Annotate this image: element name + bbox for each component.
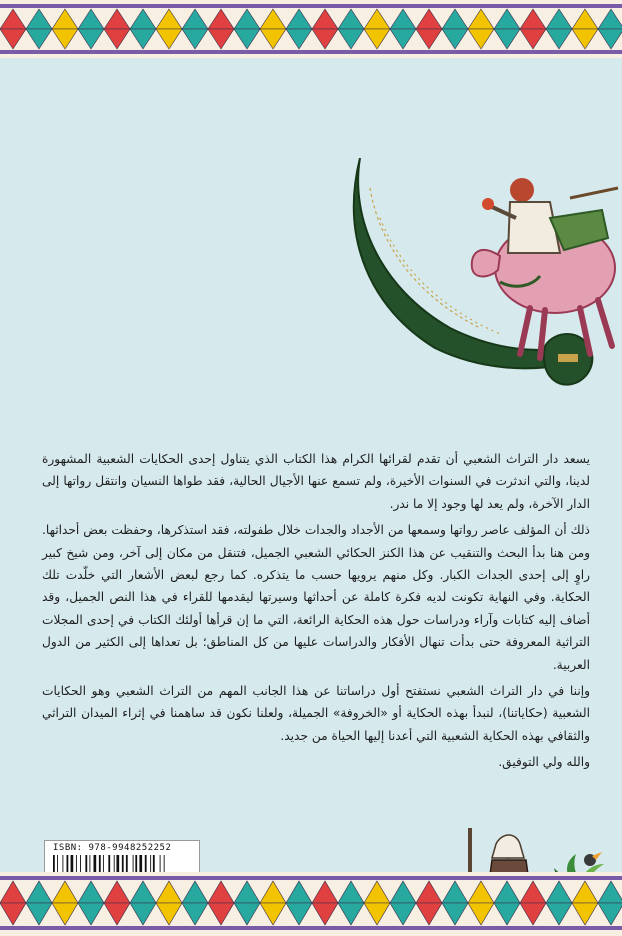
isbn-label: ISBN: 978-9948252252 — [53, 843, 172, 853]
dagger-rider-illustration — [340, 158, 622, 428]
paragraph-3: وإننا في دار التراث الشعبي نستفتح أول دراساتنا عن هذا الجانب المهم من التراث الشعبي وهو الحكايات الشعبية (حكاياتنا)، لنبدأ بهذه الحكاية أو «الخروفة» الجميلة، ولعلنا نكون قد ساهمنا في إثراء الميدان التراثي والثقافي بهذه الحكاية الشعبية التي أعدنا إليها الحياة من جديد. — [42, 684, 590, 743]
back-cover-text — [42, 448, 590, 774]
triangle-pattern-bottom — [0, 872, 622, 936]
paragraph-4: والله ولي التوفيق. — [498, 755, 590, 770]
top-decorative-border — [0, 0, 622, 58]
bottom-decorative-border — [0, 872, 622, 936]
triangle-pattern-top — [0, 0, 622, 58]
paragraph-2: ذلك أن المؤلف عاصر رواتها وسمعها من الأجداد والجدات خلال طفولته، فقد استذكرها، وحفظت بعض أحداثها. ومن هنا بدأ البحث والتنقيب عن هذا الكنز الحكائي الشعبي الجميل، فتنقل من مكان إلى آخر، ومن شيخ كبير راوٍ إلى إحدى الجدات الكبار. وكل منهم يرويها حسب ما يتذكره. كما رجع لبعض الأشعار التي خلّدت تلك الحكاية. وفي النهاية تكونت لديه فكرة كاملة عن أحداثها وسيرتها ليقدمها للقراء في هذا النص الجميل، وقد أضاف إليه كتابات وآراء ودراسات حول هذه الحكاية الرائعة، التي ما إن قرأها أولئك الكتاب في إحدى المجلات التراثية المعروفة حتى بدأت تنهال الأفكار والدراسات عليها من كل المناطق؛ بل تعداها إلى الكثير من الدول العربية. — [42, 523, 590, 672]
paragraph-1: يسعد دار التراث الشعبي أن تقدم لقرائها الكرام هذا الكتاب الذي يتناول إحدى الحكايات الشعبية المشهورة لدينا، والتي اندثرت في السنوات الأخيرة، ولم تسمع عنها الأجيال الحالية، فقد طواها النسيان وانتقل رواتها إلى الدار الآخرة، ولم يعد لها وجود إلا ما ندر. — [42, 452, 590, 511]
back-cover-page — [0, 58, 622, 872]
